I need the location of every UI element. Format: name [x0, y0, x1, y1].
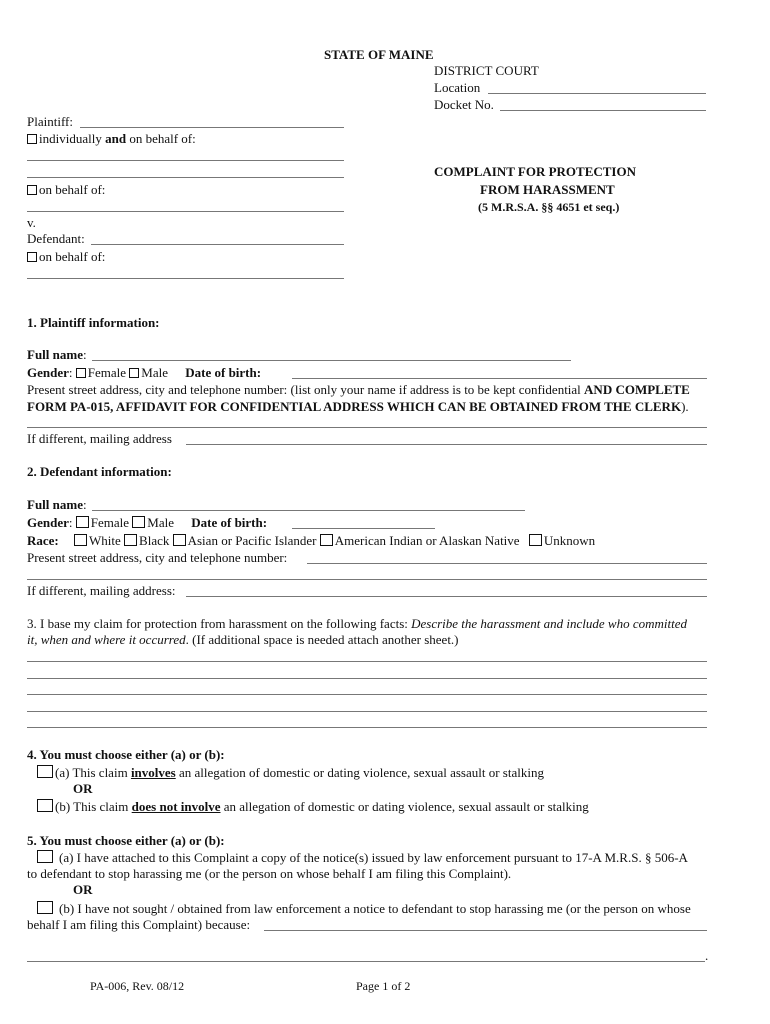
behalf-line-3[interactable] — [27, 211, 344, 212]
section-4a-checkbox[interactable] — [37, 765, 53, 778]
defendant-gender-row: Gender: Female Male Date of birth: — [27, 515, 268, 530]
defendant-name-field[interactable] — [91, 244, 344, 245]
defendant-race-row: Race: White Black Asian or Pacific Islander American Indian or Alaskan Native Unknown — [27, 533, 596, 548]
statute-reference: (5 M.R.S.A. §§ 4651 et seq.) — [478, 200, 620, 214]
reason-field[interactable] — [264, 930, 707, 931]
defendant-label: Defendant: — [27, 231, 85, 246]
race-asian-checkbox[interactable] — [173, 534, 186, 546]
individually-option: individually and on behalf of: — [27, 131, 196, 147]
defendant-behalf-line[interactable] — [27, 278, 344, 279]
section-5a-checkbox[interactable] — [37, 850, 53, 863]
race-unknown-checkbox[interactable] — [529, 534, 542, 546]
defendant-dob-field[interactable] — [292, 528, 435, 529]
plaintiff-address-instructions-2: FORM PA-015, AFFIDAVIT FOR CONFIDENTIAL ADDRESS WHICH CAN BE OBTAINED FROM THE CLERK). — [27, 399, 689, 414]
behalf-line-1[interactable] — [27, 160, 344, 161]
section-5-option-b-2: behalf I am filing this Complaint) because: — [27, 917, 251, 932]
reason-line-2[interactable] — [27, 961, 705, 962]
defendant-full-name-label: Full name: — [27, 497, 87, 512]
plaintiff-full-name-label: Full name: — [27, 347, 87, 362]
defendant-address-field[interactable] — [307, 563, 707, 564]
race-black-checkbox[interactable] — [124, 534, 137, 546]
plaintiff-label: Plaintiff: — [27, 114, 73, 129]
complaint-title: COMPLAINT FOR PROTECTION — [434, 164, 636, 179]
section-4-option-a: (a) This claim involves an allegation of domestic or dating violence, sexual assault or stalking — [37, 765, 544, 781]
plaintiff-dob-field[interactable] — [292, 378, 707, 379]
location-field[interactable] — [488, 93, 706, 94]
facts-line-2[interactable] — [27, 678, 707, 679]
race-white-checkbox[interactable] — [74, 534, 87, 546]
defendant-address-label: Present street address, city and telephone number: — [27, 550, 288, 565]
section-4-or: OR — [73, 781, 93, 796]
defendant-male-checkbox[interactable] — [132, 516, 145, 528]
section-4-heading: 4. You must choose either (a) or (b): — [27, 747, 225, 762]
section-5-heading: 5. You must choose either (a) or (b): — [27, 833, 225, 848]
complaint-subtitle: FROM HARASSMENT — [480, 182, 615, 197]
plaintiff-male-checkbox[interactable] — [129, 368, 139, 378]
docket-label: Docket No. — [434, 97, 494, 112]
facts-line-3[interactable] — [27, 694, 707, 695]
defendant-behalf-checkbox[interactable] — [27, 252, 37, 262]
plaintiff-gender-row: Gender: Female Male Date of birth: — [27, 365, 262, 380]
court-name: DISTRICT COURT — [434, 63, 539, 78]
section-1-heading: 1. Plaintiff information: — [27, 315, 160, 330]
form-id: PA-006, Rev. 08/12 — [90, 979, 185, 993]
state-title: STATE OF MAINE — [324, 47, 434, 62]
section-5-option-a-2: to defendant to stop harassing me (or the person on whose behalf I am filing this Complaint). — [27, 866, 512, 881]
plaintiff-name-field[interactable] — [80, 127, 344, 128]
section-2-heading: 2. Defendant information: — [27, 464, 172, 479]
plaintiff-mailing-field[interactable] — [186, 444, 707, 445]
plaintiff-address-field[interactable] — [27, 427, 707, 428]
reason-period: . — [705, 948, 709, 963]
facts-line-1[interactable] — [27, 661, 707, 662]
section-5b-checkbox[interactable] — [37, 901, 53, 914]
defendant-mailing-field[interactable] — [186, 596, 707, 597]
section-4b-checkbox[interactable] — [37, 799, 53, 812]
race-native-checkbox[interactable] — [320, 534, 333, 546]
plaintiff-mailing-label: If different, mailing address — [27, 431, 172, 446]
section-3-text: 3. I base my claim for protection from harassment on the following facts: Describe the harassment and include who committed — [27, 616, 687, 631]
section-3-text-2: it, when and where it occurred. (If additional space is needed attach another sheet.) — [27, 632, 459, 647]
facts-line-5[interactable] — [27, 727, 707, 728]
plaintiff-address-instructions: Present street address, city and telephone number: (list only your name if address is to be kept confidential AND COMPLETE — [27, 382, 690, 397]
versus-label: v. — [27, 215, 36, 230]
plaintiff-full-name-field[interactable] — [92, 360, 571, 361]
on-behalf-option: on behalf of: — [27, 182, 105, 198]
defendant-female-checkbox[interactable] — [76, 516, 89, 528]
page-number: Page 1 of 2 — [356, 979, 411, 993]
section-5-or: OR — [73, 882, 93, 897]
defendant-address-line-2[interactable] — [27, 579, 707, 580]
docket-field[interactable] — [500, 110, 706, 111]
section-4-option-b: (b) This claim does not involve an allegation of domestic or dating violence, sexual assault or stalking — [37, 799, 589, 815]
plaintiff-female-checkbox[interactable] — [76, 368, 86, 378]
location-label: Location — [434, 80, 481, 95]
defendant-behalf-option: on behalf of: — [27, 249, 105, 265]
defendant-full-name-field[interactable] — [92, 510, 525, 511]
behalf-line-2[interactable] — [27, 177, 344, 178]
section-5-option-b: (b) I have not sought / obtained from law enforcement a notice to defendant to stop harassing me (or the person on whose — [37, 901, 691, 917]
individually-checkbox[interactable] — [27, 134, 37, 144]
defendant-mailing-label: If different, mailing address: — [27, 583, 176, 598]
section-5-option-a: (a) I have attached to this Complaint a copy of the notice(s) issued by law enforcement pursuant to 17-A M.R.S. § 506-A — [37, 850, 688, 866]
on-behalf-checkbox[interactable] — [27, 185, 37, 195]
facts-line-4[interactable] — [27, 711, 707, 712]
